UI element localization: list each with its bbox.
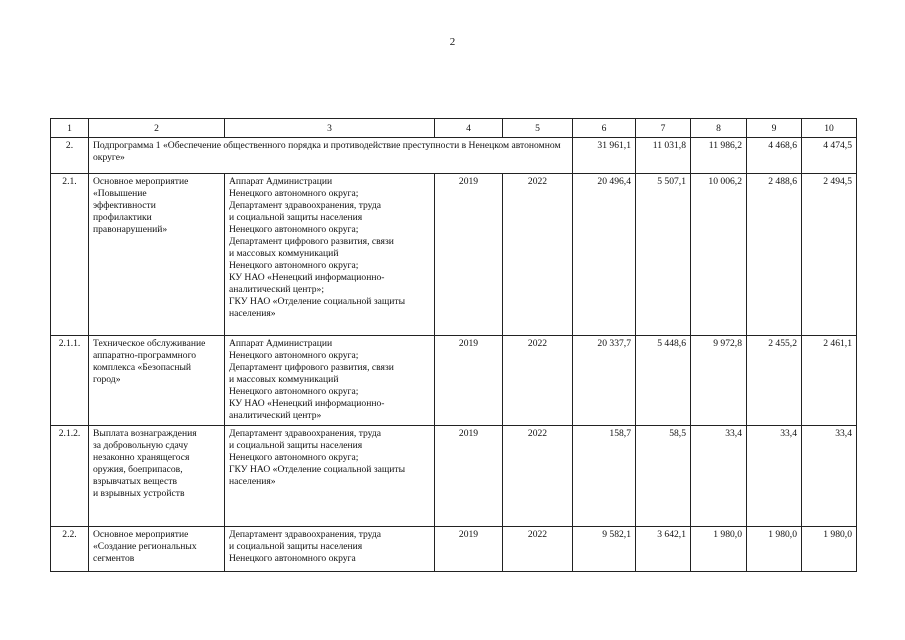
column-header: 7 <box>636 119 691 138</box>
value-col8: 1 980,0 <box>691 527 747 572</box>
row-number: 2.1.1. <box>51 336 89 426</box>
subprogram-title: Подпрограмма 1 «Обеспечение общественного порядка и противодействие преступности в Ненецком автономном округе» <box>89 138 573 174</box>
value-col10: 2 494,5 <box>802 174 857 336</box>
header-row <box>51 119 857 138</box>
column-header: 1 <box>51 119 89 138</box>
column-header: 5 <box>503 119 573 138</box>
end-year: 2022 <box>503 426 573 527</box>
value-col7: 58,5 <box>636 426 691 527</box>
start-year: 2019 <box>435 426 503 527</box>
row-number: 2.1.2. <box>51 426 89 527</box>
table-row <box>51 527 857 572</box>
end-year: 2022 <box>503 527 573 572</box>
row-number: 2.2. <box>51 527 89 572</box>
executors: Аппарат Администрации Ненецкого автономного округа; Департамент здравоохранения, труда и социальной защиты населения Ненецкого автономного округа; Департамент цифрового развития, связи и массовых коммуникаций Ненецкого автономного округа; КУ НАО «Ненецкий информационно- аналитический центр»; ГКУ НАО «Отделение социальной защиты населения» <box>225 174 435 336</box>
value-col9: 1 980,0 <box>747 527 802 572</box>
value-col8: 9 972,8 <box>691 336 747 426</box>
value-col9: 4 468,6 <box>747 138 802 174</box>
value-col9: 2 488,6 <box>747 174 802 336</box>
page-number: 2 <box>449 36 456 48</box>
value-col8: 33,4 <box>691 426 747 527</box>
table-row <box>51 336 857 426</box>
start-year: 2019 <box>435 174 503 336</box>
value-col10: 4 474,5 <box>802 138 857 174</box>
column-header: 4 <box>435 119 503 138</box>
table-row <box>51 138 857 174</box>
value-col7: 5 448,6 <box>636 336 691 426</box>
activity-name: Выплата вознаграждения за добровольную сдачу незаконно хранящегося оружия, боеприпасов, взрывчатых веществ и взрывных устройств <box>89 426 225 527</box>
executors: Департамент здравоохранения, труда и социальной защиты населения Ненецкого автономного округа; ГКУ НАО «Отделение социальной защиты населения» <box>225 426 435 527</box>
table-row <box>51 174 857 336</box>
column-header: 8 <box>691 119 747 138</box>
start-year: 2019 <box>435 336 503 426</box>
column-header: 10 <box>802 119 857 138</box>
column-header: 6 <box>573 119 636 138</box>
activity-name: Основное мероприятие «Создание региональных сегментов <box>89 527 225 572</box>
end-year: 2022 <box>503 336 573 426</box>
executors: Департамент здравоохранения, труда и социальной защиты населения Ненецкого автономного округа <box>225 527 435 572</box>
activity-name: Техническое обслуживание аппаратно-программного комплекса «Безопасный город» <box>89 336 225 426</box>
value-col7: 3 642,1 <box>636 527 691 572</box>
column-header: 9 <box>747 119 802 138</box>
end-year: 2022 <box>503 174 573 336</box>
value-col9: 33,4 <box>747 426 802 527</box>
value-col6: 20 337,7 <box>573 336 636 426</box>
start-year: 2019 <box>435 527 503 572</box>
value-col6: 20 496,4 <box>573 174 636 336</box>
value-col8: 11 986,2 <box>691 138 747 174</box>
table-row <box>51 426 857 527</box>
value-col7: 11 031,8 <box>636 138 691 174</box>
value-col10: 1 980,0 <box>802 527 857 572</box>
column-header: 2 <box>89 119 225 138</box>
value-col6: 158,7 <box>573 426 636 527</box>
column-header: 3 <box>225 119 435 138</box>
activity-name: Основное мероприятие «Повышение эффективности профилактики правонарушений» <box>89 174 225 336</box>
value-col6: 9 582,1 <box>573 527 636 572</box>
value-col8: 10 006,2 <box>691 174 747 336</box>
executors: Аппарат Администрации Ненецкого автономного округа; Департамент цифрового развития, связи и массовых коммуникаций Ненецкого автономного округа; КУ НАО «Ненецкий информационно- аналитический центр» <box>225 336 435 426</box>
value-col6: 31 961,1 <box>573 138 636 174</box>
value-col9: 2 455,2 <box>747 336 802 426</box>
row-number: 2.1. <box>51 174 89 336</box>
value-col10: 33,4 <box>802 426 857 527</box>
budget-table <box>50 118 857 572</box>
value-col10: 2 461,1 <box>802 336 857 426</box>
value-col7: 5 507,1 <box>636 174 691 336</box>
row-number: 2. <box>51 138 89 174</box>
